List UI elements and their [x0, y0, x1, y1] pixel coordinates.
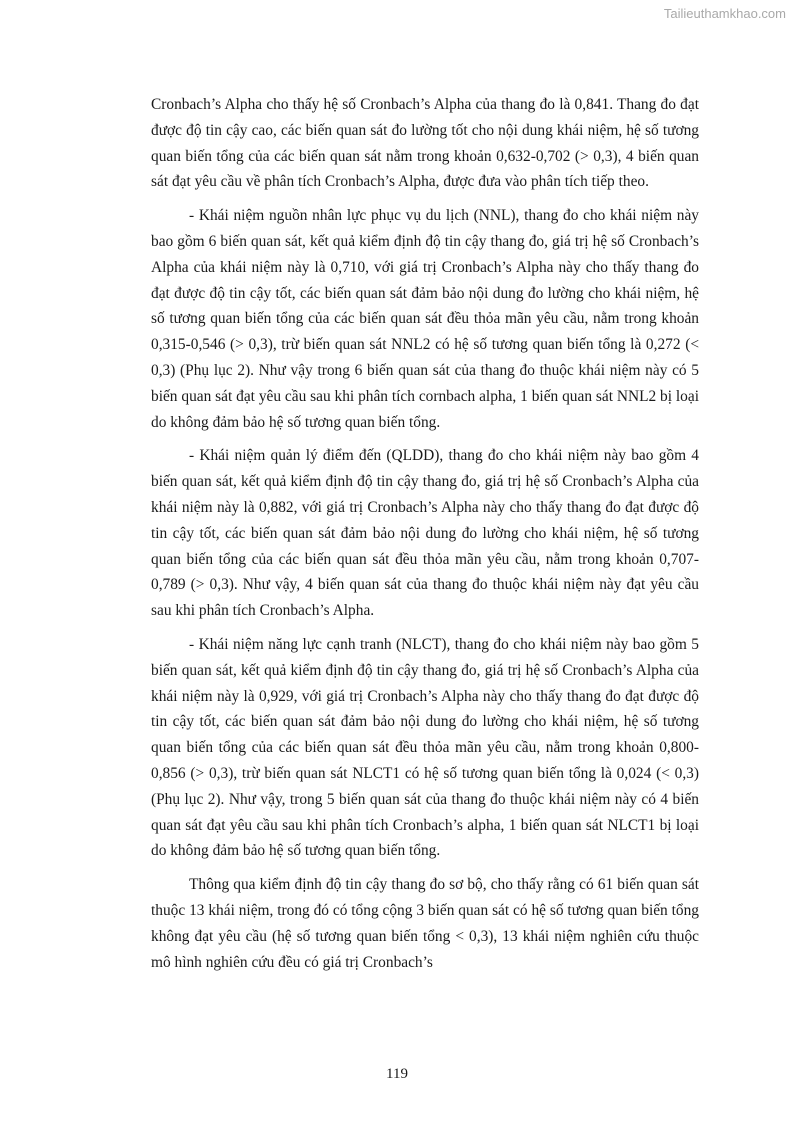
- paragraph-qldd: - Khái niệm quản lý điểm đến (QLDD), thang đo cho khái niệm này bao gồm 4 biến quan sát, kết quả kiểm định độ tin cậy thang đo, giá trị hệ số Cronbach’s Alpha của khái niệm này là 0,882, với giá trị Cronbach’s Alpha này cho thấy thang đo đạt được độ tin cậy tốt, các biến quan sát đảm bảo nội dung đo lường cho khái niệm, hệ số tương quan biến tổng của các biến quan sát đều thỏa mãn yêu cầu, nằm trong khoản 0,707-0,789 (> 0,3). Như vậy, 4 biến quan sát của thang đo thuộc khái niệm này đạt yêu cầu sau khi phân tích Cronbach’s Alpha.: [151, 447, 699, 620]
- paragraph-summary: Thông qua kiểm định độ tin cậy thang đo sơ bộ, cho thấy rằng có 61 biến quan sát thuộc 13 khái niệm, trong đó có tổng cộng 3 biến quan sát có hệ số tương quan biến tổng không đạt yêu cầu (hệ số tương quan biến tổng < 0,3), 13 khái niệm nghiên cứu thuộc mô hình nghiên cứu đều có giá trị Cronbach’s: [151, 876, 699, 971]
- paragraph-cronbach-continuation: Cronbach’s Alpha cho thấy hệ số Cronbach’s Alpha của thang đo là 0,841. Thang đo đạt được độ tin cậy cao, các biến quan sát đo lường tốt cho nội dung khái niệm, hệ số tương quan biến tổng của các biến quan sát nằm trong khoản 0,632-0,702 (> 0,3), 4 biến quan sát đạt yêu cầu về phân tích Cronbach’s Alpha, được đưa vào phân tích tiếp theo.: [151, 96, 699, 191]
- page-number: 119: [386, 1066, 408, 1082]
- paragraph-nnl: - Khái niệm nguồn nhân lực phục vụ du lịch (NNL), thang đo cho khái niệm này bao gồm 6 biến quan sát, kết quả kiểm định độ tin cậy thang đo, giá trị hệ số Cronbach’s Alpha của khái niệm này là 0,710, với giá trị Cronbach’s Alpha này cho thấy thang đo đạt được độ tin cậy tốt, các biến quan sát đảm bảo nội dung đo lường cho khái niệm, hệ số tương quan biến tổng của các biến quan sát đều thỏa mãn yêu cầu, nằm trong khoản 0,315-0,546 (> 0,3), trừ biến quan sát NNL2 có hệ số tương quan biến tổng là 0,272 (< 0,3) (Phụ lục 2). Như vậy trong 6 biến quan sát của thang đo thuộc khái niệm này có 5 biến quan sát đạt yêu cầu sau khi phân tích cornbach alpha, 1 biến quan sát NNL2 bị loại do không đảm bảo hệ số tương quan biến tổng.: [151, 207, 699, 431]
- paragraph-nlct: - Khái niệm năng lực cạnh tranh (NLCT), thang đo cho khái niệm này bao gồm 5 biến quan sát, kết quả kiểm định độ tin cậy thang đo, giá trị hệ số Cronbach’s Alpha của khái niệm này là 0,929, với giá trị Cronbach’s Alpha này cho thấy thang đo đạt được độ tin cậy tốt, các biến quan sát đảm bảo nội dung đo lường cho khái niệm, hệ số tương quan biến tổng của các biến quan sát đều thỏa mãn yêu cầu, nằm trong khoản 0,800-0,856 (> 0,3), trừ biến quan sát NLCT1 có hệ số tương quan biến tổng là 0,024 (< 0,3) (Phụ lục 2). Như vậy, trong 5 biến quan sát của thang đo thuộc khái niệm này có 4 biến quan sát đạt yêu cầu sau khi phân tích Cronbach’s alpha, 1 biến quan sát NLCT1 bị loại do không đảm bảo hệ số tương quan biến tổng.: [151, 635, 699, 860]
- watermark-text: Tailieuthamkhao.com: [663, 6, 786, 21]
- document-body: [151, 92, 699, 983]
